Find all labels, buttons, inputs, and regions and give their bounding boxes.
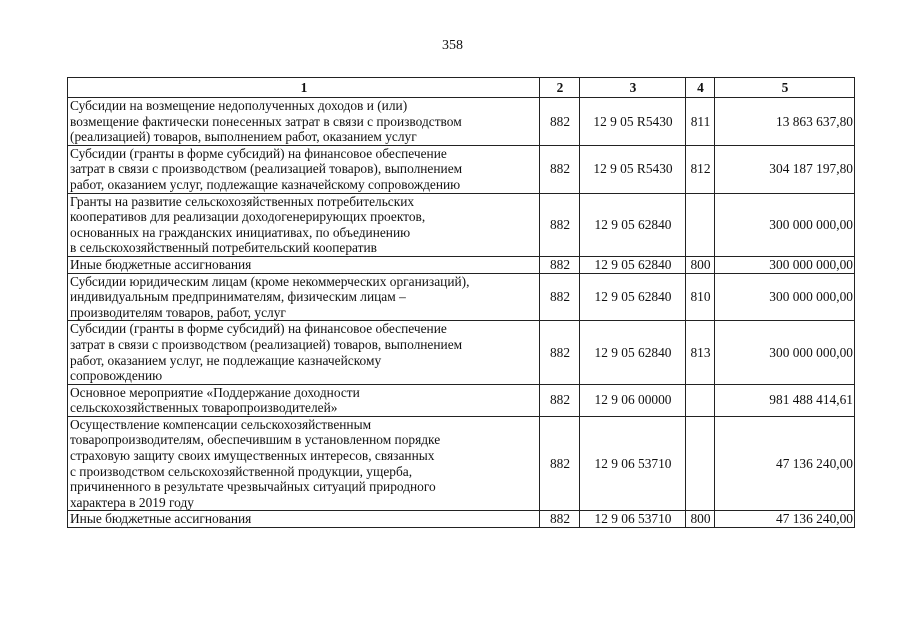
row-description bbox=[68, 98, 540, 146]
row-amount: 304 187 197,80 bbox=[715, 145, 855, 193]
description-line: в сельскохозяйственный потребительский кооператив bbox=[70, 240, 377, 256]
row-gr: 882 bbox=[540, 193, 580, 256]
description-line: Осуществление компенсации сельскохозяйственным bbox=[70, 416, 372, 432]
header-cell-3: 3 bbox=[580, 78, 686, 98]
row-gr: 882 bbox=[540, 321, 580, 384]
table-row bbox=[68, 193, 855, 256]
description-line: работ, оказанием услуг, подлежащие казначейскому сопровождению bbox=[70, 176, 461, 192]
row-amount: 981 488 414,61 bbox=[715, 384, 855, 416]
description-line: характера в 2019 году bbox=[70, 494, 194, 510]
row-amount: 300 000 000,00 bbox=[715, 193, 855, 256]
row-description bbox=[68, 511, 540, 528]
row-type: 810 bbox=[686, 273, 715, 321]
row-code: 12 9 06 53710 bbox=[580, 416, 686, 511]
row-gr: 882 bbox=[540, 256, 580, 273]
description-line: причиненного в результате чрезвычайных ситуаций природного bbox=[70, 479, 436, 495]
row-type: 811 bbox=[686, 98, 715, 146]
description-line: Гранты на развитие сельскохозяйственных потребительских bbox=[70, 193, 415, 209]
row-type: 800 bbox=[686, 256, 715, 273]
description-line: Субсидии (гранты в форме субсидий) на финансовое обеспечение bbox=[70, 145, 447, 161]
description-line: основанных на гражданских инициативах, по объединению bbox=[70, 224, 411, 240]
description-line: Субсидии юридическим лицам (кроме некоммерческих организаций), bbox=[70, 273, 470, 289]
description-line: Субсидии (гранты в форме субсидий) на финансовое обеспечение bbox=[70, 321, 447, 337]
budget-table bbox=[67, 77, 855, 528]
description-line: работ, оказанием услуг, не подлежащие казначейскому bbox=[70, 352, 382, 368]
description-line: сопровождению bbox=[70, 368, 163, 384]
table-row bbox=[68, 256, 855, 273]
row-gr: 882 bbox=[540, 511, 580, 528]
row-description bbox=[68, 416, 540, 511]
row-code: 12 9 05 R5430 bbox=[580, 145, 686, 193]
row-gr: 882 bbox=[540, 273, 580, 321]
table-row bbox=[68, 416, 855, 511]
row-type bbox=[686, 193, 715, 256]
row-amount: 13 863 637,80 bbox=[715, 98, 855, 146]
row-type: 800 bbox=[686, 511, 715, 528]
row-code: 12 9 05 62840 bbox=[580, 256, 686, 273]
table-row bbox=[68, 273, 855, 321]
row-amount: 300 000 000,00 bbox=[715, 256, 855, 273]
description-line: сельскохозяйственных товаропроизводителей» bbox=[70, 400, 338, 416]
header-row bbox=[68, 78, 855, 98]
description-line: Иные бюджетные ассигнования bbox=[70, 256, 252, 272]
row-type: 813 bbox=[686, 321, 715, 384]
description-line: страховую защиту своих имущественных интересов, связанных bbox=[70, 448, 435, 464]
row-description bbox=[68, 145, 540, 193]
row-gr: 882 bbox=[540, 416, 580, 511]
description-line: кооперативов для реализации доходогенерирующих проектов, bbox=[70, 209, 426, 225]
row-amount: 300 000 000,00 bbox=[715, 273, 855, 321]
page-number: 358 bbox=[442, 38, 463, 53]
row-description bbox=[68, 273, 540, 321]
header-cell-1: 1 bbox=[68, 78, 540, 98]
row-amount: 47 136 240,00 bbox=[715, 416, 855, 511]
description-line: производителям товаров, работ, услуг bbox=[70, 304, 286, 320]
row-gr: 882 bbox=[540, 384, 580, 416]
description-line: затрат в связи с производством (реализацией) товаров, выполнением bbox=[70, 336, 463, 352]
row-gr: 882 bbox=[540, 98, 580, 146]
description-line: Основное мероприятие «Поддержание доходности bbox=[70, 384, 360, 400]
description-line: с производством сельскохозяйственной продукции, ущерба, bbox=[70, 463, 413, 479]
row-description bbox=[68, 321, 540, 384]
description-line: индивидуальным предпринимателям, физическим лицам – bbox=[70, 289, 406, 305]
row-code: 12 9 05 62840 bbox=[580, 321, 686, 384]
row-type bbox=[686, 384, 715, 416]
row-code: 12 9 06 53710 bbox=[580, 511, 686, 528]
row-amount: 47 136 240,00 bbox=[715, 511, 855, 528]
table-row bbox=[68, 511, 855, 528]
row-description bbox=[68, 256, 540, 273]
row-code: 12 9 05 62840 bbox=[580, 273, 686, 321]
header-cell-4: 4 bbox=[686, 78, 715, 98]
table-row bbox=[68, 321, 855, 384]
table-row bbox=[68, 145, 855, 193]
row-code: 12 9 06 00000 bbox=[580, 384, 686, 416]
row-type bbox=[686, 416, 715, 511]
description-line: затрат в связи с производством (реализацией товаров), выполнением bbox=[70, 161, 463, 177]
description-line: возмещение фактически понесенных затрат в связи с производством bbox=[70, 113, 462, 129]
row-description bbox=[68, 193, 540, 256]
row-code: 12 9 05 62840 bbox=[580, 193, 686, 256]
description-line: Иные бюджетные ассигнования bbox=[70, 511, 252, 527]
header-cell-5: 5 bbox=[715, 78, 855, 98]
table-row bbox=[68, 98, 855, 146]
description-line: (реализацией) товаров, выполнением работ, оказанием услуг bbox=[70, 129, 417, 145]
table-row bbox=[68, 384, 855, 416]
description-line: Субсидии на возмещение недополученных доходов и (или) bbox=[70, 98, 408, 113]
row-gr: 882 bbox=[540, 145, 580, 193]
row-description bbox=[68, 384, 540, 416]
row-code: 12 9 05 R5430 bbox=[580, 98, 686, 146]
row-amount: 300 000 000,00 bbox=[715, 321, 855, 384]
header-cell-2: 2 bbox=[540, 78, 580, 98]
description-line: товаропроизводителям, обеспечившим в установленном порядке bbox=[70, 432, 441, 448]
row-type: 812 bbox=[686, 145, 715, 193]
